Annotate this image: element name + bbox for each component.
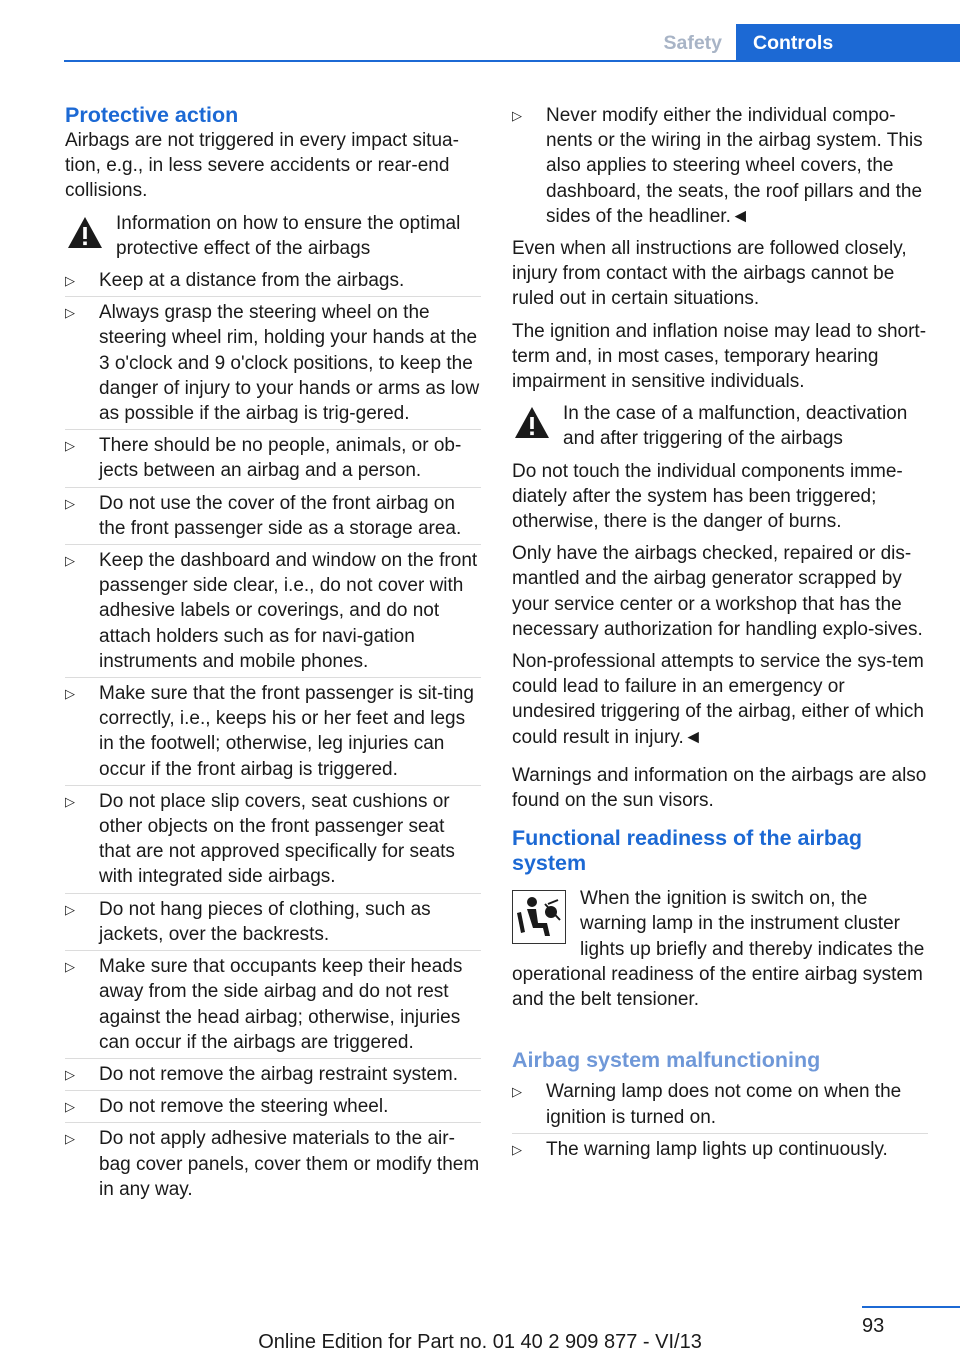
list-item: ▷ There should be no people, animals, or ob-jects between an airbag and a person.	[65, 433, 481, 483]
header-divider	[64, 60, 960, 62]
triangle-bullet-icon: ▷	[65, 1066, 75, 1082]
list-item: ▷ Make sure that occupants keep their heads away from the side airbag and do not rest against the head airbag; otherwise, injuries can occur if the airbags are triggered.	[65, 954, 481, 1055]
list-item: ▷ Never modify either the individual compo-nents or the wiring in the airbag system. This also applies to steering wheel covers, the dashboard, the seats, the roof pillars and the sides of the headliner.◄	[512, 105, 923, 227]
warning-text: Information on how to ensure the optimal protective effect of the airbags	[116, 212, 461, 259]
precaution-list	[65, 268, 481, 1202]
list-item: ▷ Make sure that the front passenger is sit-ting correctly, i.e., keeps his or her feet and legs in the footwell; otherwise, leg injuries can occur if the front airbag is triggered.	[65, 681, 481, 782]
page-number: 93	[862, 1315, 885, 1337]
tab-controls[interactable]: Controls	[736, 24, 960, 62]
paragraph: The ignition and inflation noise may lead to short-term and, in most cases, temporary hearing impairment in sensitive individuals.	[512, 320, 927, 393]
paragraph: Only have the airbags checked, repaired or dis-mantled and the airbag generator scrapped by your service center or a workshop that has the necessary authorization for handling explo-sives.	[512, 543, 923, 640]
triangle-bullet-icon: ▷	[65, 438, 75, 454]
intro-paragraph: Airbags are not triggered in every impact situa-tion, e.g., in less severe accidents or rear-end collisions.	[65, 130, 459, 202]
triangle-bullet-icon: ▷	[512, 1084, 522, 1100]
list-item: ▷ Do not hang pieces of clothing, such as jackets, over the backrests.	[65, 897, 481, 947]
right-column	[512, 103, 928, 1169]
continued-list	[512, 103, 928, 229]
triangle-bullet-icon: ▷	[65, 553, 75, 569]
paragraph: Do not touch the individual components imme-diately after the system has been triggered; otherwise, there is the danger of burns.	[512, 460, 903, 533]
left-column	[65, 103, 481, 1209]
warning-triangle-icon	[65, 213, 105, 253]
section-title-malfunction: Airbag system malfunctioning	[512, 1048, 821, 1073]
section-title-protective-action: Protective action	[65, 103, 239, 127]
malfunction-list	[512, 1079, 928, 1162]
triangle-bullet-icon: ▷	[65, 273, 75, 289]
list-item: ▷ Do not remove the steering wheel.	[65, 1094, 481, 1119]
functional-text: When the ignition is switch on, the warning lamp in the instrument cluster lights up briefly and thereby indicates the operational readiness of the entire airbag system and the belt tensioner.	[512, 888, 925, 1011]
triangle-bullet-icon: ▷	[65, 495, 75, 511]
paragraph: Even when all instructions are followed closely, injury from contact with the airbags cannot be ruled out in certain situations.	[512, 238, 907, 310]
list-item: ▷ Keep at a distance from the airbags.	[65, 268, 481, 293]
list-item: ▷ Always grasp the steering wheel on the steering wheel rim, holding your hands at the 3 o'clock and 9 o'clock positions, to keep the danger of injury to your hands or arms as low as possible if the airbag is trig-gered.	[65, 300, 481, 426]
warning-triangle-icon	[512, 403, 552, 443]
section-title-functional-readiness: Functional readiness of the airbag system	[512, 826, 863, 876]
triangle-bullet-icon: ▷	[65, 305, 75, 321]
list-item: ▷ Do not remove the airbag restraint system.	[65, 1062, 481, 1087]
list-item: ▷ Keep the dashboard and window on the front passenger side clear, i.e., do not cover with adhesive labels or coverings, and do not attach holders such as for navi-gation instruments and mobile phones.	[65, 548, 481, 674]
triangle-bullet-icon: ▷	[65, 686, 75, 702]
triangle-bullet-icon: ▷	[65, 1131, 75, 1147]
airbag-warning-lamp-icon	[512, 890, 566, 944]
paragraph: Non-professional attempts to service the sys-tem could lead to failure in an emergency or undesired triggering of the airbag, either of which could result in injury.◄	[512, 651, 924, 748]
list-item: ▷ Do not apply adhesive materials to the air-bag cover panels, cover them or modify them in any way.	[65, 1128, 480, 1200]
triangle-bullet-icon: ▷	[65, 901, 75, 917]
warning-block	[512, 401, 928, 451]
triangle-bullet-icon: ▷	[65, 793, 75, 809]
tab-safety[interactable]: Safety	[663, 32, 722, 54]
triangle-bullet-icon: ▷	[512, 108, 522, 123]
functional-block	[512, 886, 928, 1012]
list-item: ▷ The warning lamp lights up continuously.	[512, 1137, 928, 1162]
page-header	[0, 0, 960, 62]
list-item: ▷ Warning lamp does not come on when the ignition is turned on.	[512, 1079, 928, 1129]
warning-block	[65, 211, 481, 261]
triangle-bullet-icon: ▷	[512, 1141, 522, 1157]
page-number-divider	[862, 1306, 960, 1308]
triangle-bullet-icon: ▷	[65, 959, 75, 975]
warning-text: In the case of a malfunction, deactivation and after triggering of the airbags	[563, 403, 908, 450]
footer-edition: Online Edition for Part no. 01 40 2 909 877 - VI/13	[258, 1331, 702, 1353]
list-item: ▷ Do not use the cover of the front airbag on the front passenger side as a storage area.	[65, 491, 481, 541]
triangle-bullet-icon: ▷	[65, 1099, 75, 1115]
list-item: ▷ Do not place slip covers, seat cushions or other objects on the front passenger seat that are not approved specifically for seats with integrated side airbags.	[65, 789, 481, 890]
paragraph: Warnings and information on the airbags are also found on the sun visors.	[512, 764, 927, 812]
